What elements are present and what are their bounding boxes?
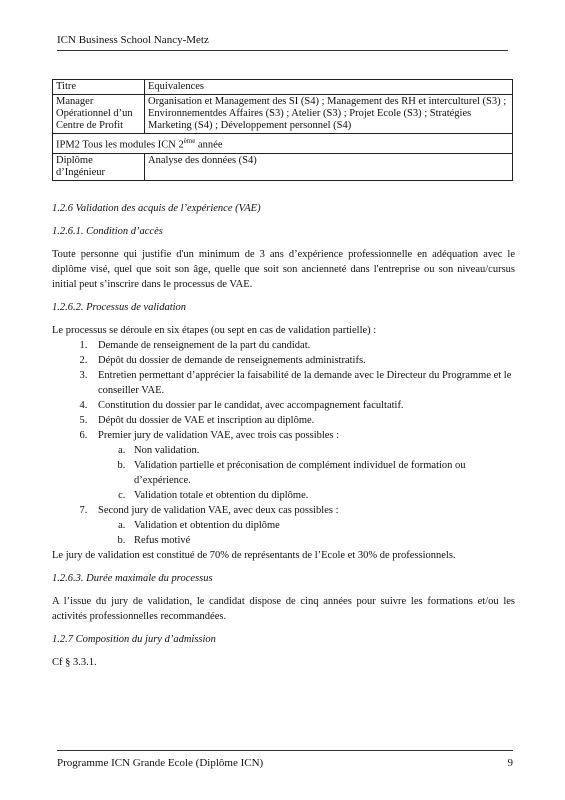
sub-list-item: a. Non validation. [128,443,515,458]
list-item: 5. Dépôt du dossier de VAE et inscription au diplôme. [90,413,515,428]
row-title-text: IPM2 Tous les modules ICN 2 [56,139,184,151]
row-title-sup: ème [183,137,196,145]
list-item: 3. Entretien permettant d’apprécier la faisabilité de la demande avec le Directeur du Programme et le conseiller VAE. [90,368,515,398]
footer-program: Programme ICN Grande Ecole (Diplôme ICN) [57,757,264,769]
col-header-equivalences: Equivalences [145,80,513,95]
sub-list-item: b. Refus motivé [128,533,515,548]
sub-list [98,443,515,503]
row-title: Manager Opérationnel d’un Centre de Profit [53,95,145,134]
row-equivalences: Organisation et Management des SI (S4) ; Management des RH et interculturel (S3) ; Environnementdes Affaires (S3) ; Atelier (S3) ; Projet Ecole (S3) ; Stratégies Marketing (S4) ; Développement personnel (S4) [145,95,513,134]
list-item-text: Second jury de validation VAE, avec deux cas possibles : [98,505,339,516]
paragraph: Le jury de validation est constitué de 70% de représentants de l’Ecole et 30% de professionnels. [52,550,456,561]
list-item [90,503,515,548]
list-item-text: Premier jury de validation VAE, avec trois cas possibles : [98,430,340,441]
sub-list [98,518,515,548]
row-equivalences: Analyse des données (S4) [145,153,513,180]
paragraph: Le processus se déroule en six étapes (ou sept en cas de validation partielle) : [52,325,377,336]
row-title: Diplôme d’Ingénieur [53,153,145,180]
equivalences-table [52,79,513,181]
header-rule [57,50,508,51]
list-item [90,428,515,503]
table-row [53,134,513,154]
row-title-after: année [198,139,223,151]
sub-list-item: b. Validation partielle et préconisation de complément individuel de formation ou d’expérience. [128,458,515,488]
list-item: 2. Dépôt du dossier de demande de renseignements administratifs. [90,353,515,368]
page-footer [57,756,513,771]
table-header-row [53,80,513,95]
steps-list [52,338,515,548]
list-item: 4. Constitution du dossier par le candidat, avec accompagnement facultatif. [90,398,515,413]
col-header-titre: Titre [53,80,145,95]
footer-rule [57,750,513,751]
row-title [53,134,513,154]
section-heading: 1.2.6 Validation des acquis de l’expérience (VAE) [52,203,261,214]
paragraph: A l’issue du jury de validation, le candidat dispose de cinq années pour suivre les formations et/ou les activités professionnelles recommandées. [52,596,515,622]
table-row [53,95,513,134]
subsection-heading: 1.2.6.3. Durée maximale du processus [52,573,213,584]
page-number: 9 [507,757,513,769]
main-content [52,201,515,670]
paragraph: Toute personne qui justifie d'un minimum de 3 ans d’expérience professionnelle en adéquation avec le diplôme visé, quel que soit son âge, quelle que soit son ancienneté dans l'entreprise ou son niveau/cursus initial peut s’inscrire dans le processus de VAE. [52,249,515,290]
list-item: 1. Demande de renseignement de la part du candidat. [90,338,515,353]
table-row [53,153,513,180]
subsection-heading: 1.2.6.1. Condition d’accès [52,226,163,237]
paragraph: Cf § 3.3.1. [52,657,97,668]
sub-list-item: c. Validation totale et obtention du diplôme. [128,488,515,503]
section-heading: 1.2.7 Composition du jury d’admission [52,634,216,645]
subsection-heading: 1.2.6.2. Processus de validation [52,302,187,313]
page-header: ICN Business School Nancy-Metz [57,34,209,46]
sub-list-item: a. Validation et obtention du diplôme [128,518,515,533]
